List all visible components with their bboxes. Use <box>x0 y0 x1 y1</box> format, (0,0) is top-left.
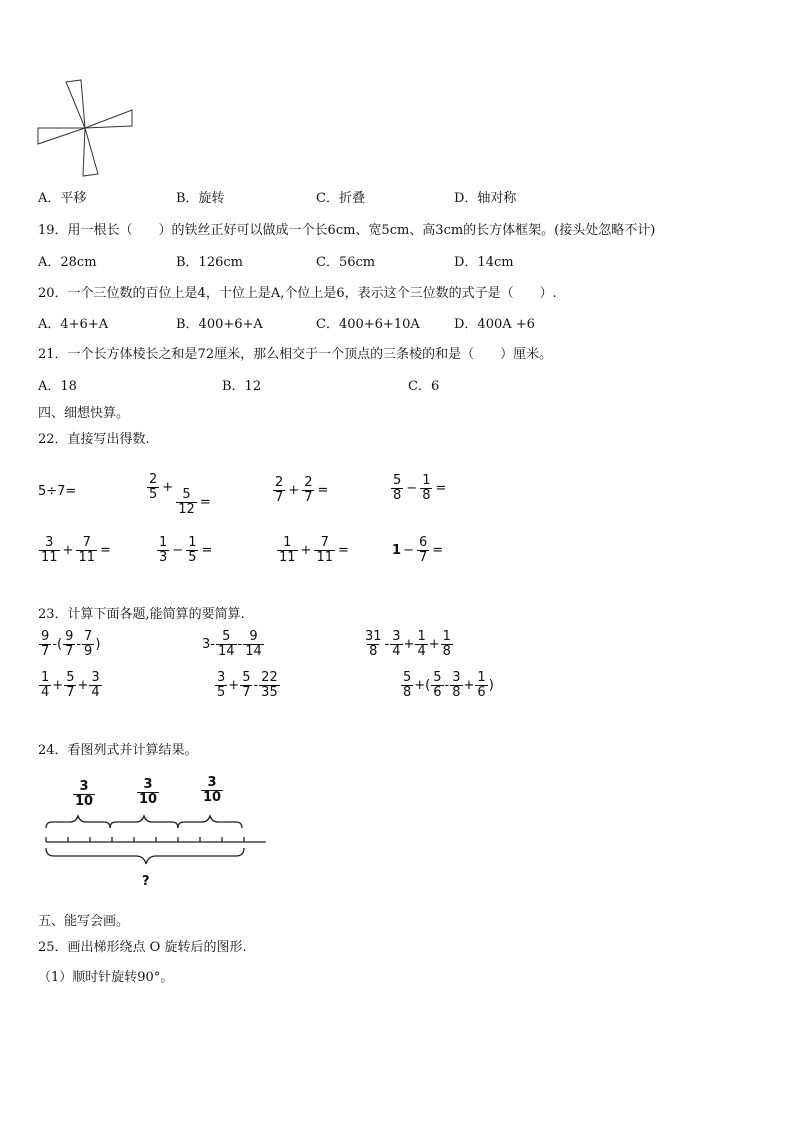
q18-option-b: B．旋转 <box>176 191 225 206</box>
q19-option-a: A．28cm <box>38 255 97 270</box>
q19-text: 19．用一根长（ ）的铁丝正好可以做成一个长6cm、宽5cm、高3cm的长方体框架。(接头处忽略不计) <box>38 223 656 238</box>
q23-text: 23．计算下面各题,能简算的要简算. <box>38 607 245 622</box>
q19-option-d: D．14cm <box>454 255 514 270</box>
fraction: $\frac{5}{6}$ <box>433 670 442 700</box>
q21-text: 21．一个长方体棱长之和是72厘米，那么相交于一个顶点的三条棱的和是（ ）厘米。 <box>38 347 553 362</box>
q22-expr-2: $\frac{2}{5}$ + $\frac{5}{12}$ = <box>149 472 211 517</box>
q22-expr-1-text: 5÷7= <box>38 484 77 499</box>
fraction: $\frac{5}{8}$ <box>393 473 402 503</box>
fraction: $\frac{3}{10}$ <box>75 779 94 809</box>
fraction: $\frac{1}{3}$ <box>159 535 168 565</box>
fraction: $\frac{5}{7}$ <box>242 670 251 700</box>
q23-expr-2: 3- $\frac{5}{14}$ - $\frac{9}{14}$ <box>202 629 262 659</box>
fraction: $\frac{9}{14}$ <box>245 629 262 659</box>
fraction: $\frac{5}{14}$ <box>217 629 235 659</box>
fraction: $\frac{3}{11}$ <box>41 535 58 565</box>
q18-option-c: C．折叠 <box>316 191 365 206</box>
section-4-heading: 四、细想快算。 <box>38 406 130 421</box>
q20-option-a: A．4+6+A <box>38 317 109 332</box>
q21-option-c: C．6 <box>408 379 440 394</box>
q23-expr-4: $\frac{1}{4}$ + $\frac{5}{7}$ + $\frac{3}{4}$ <box>41 670 100 700</box>
fraction: $\frac{3}{10}$ <box>203 775 222 805</box>
q20-option-d: D．400A +6 <box>454 317 535 332</box>
q19-option-b: B．126cm <box>176 255 243 270</box>
unknown-total-label: ? <box>142 874 150 889</box>
fraction: $\frac{7}{11}$ <box>78 535 95 565</box>
q22-expr-4: $\frac{5}{8}$ − $\frac{1}{8}$ = <box>393 473 447 503</box>
fraction: $\frac{1}{4}$ <box>417 629 426 659</box>
q22-expr-7: $\frac{1}{11}$ + $\frac{7}{11}$ = <box>279 535 349 565</box>
fraction: $\frac{9}{7}$ <box>65 629 74 659</box>
fraction: $\frac{6}{7}$ <box>418 535 428 565</box>
segment-label-3 <box>200 776 224 804</box>
fraction: $\frac{3}{4}$ <box>392 629 401 659</box>
q23-expr-6: $\frac{5}{8}$ +( $\frac{5}{6}$ - $\frac{3}{8}$ + $\frac{1}{6}$ ) <box>403 670 494 700</box>
fraction: $\frac{1}{4}$ <box>41 670 50 700</box>
q20-text: 20．一个三位数的百位上是4，十位上是A,个位上是6，表示这个三位数的式子是（ ）. <box>38 286 557 301</box>
q22-expr-8: 1 − $\frac{6}{7}$ = <box>392 535 444 565</box>
fraction: $\frac{1}{11}$ <box>279 535 296 565</box>
q21-option-a: A．18 <box>38 379 77 394</box>
fraction: $\frac{3}{10}$ <box>139 777 158 807</box>
q22-expr-6: $\frac{1}{3}$ − $\frac{1}{5}$ = <box>159 535 213 565</box>
q25-sub1: （1）顺时针旋转90°。 <box>38 970 174 985</box>
fraction: $\frac{3}{8}$ <box>452 670 461 700</box>
fraction: $\frac{1}{8}$ <box>422 473 431 503</box>
q22-expr-1 <box>38 484 76 499</box>
q23-expr-1: $\frac{9}{7}$ - ( $\frac{9}{7}$ - $\frac{7}{9}$ ) <box>41 629 101 659</box>
fraction: $\frac{5}{8}$ <box>403 670 412 700</box>
fraction: $\frac{9}{7}$ <box>41 629 50 659</box>
q22-expr-5: $\frac{3}{11}$ + $\frac{7}{11}$ = <box>41 535 111 565</box>
fraction: $\frac{1}{6}$ <box>477 670 486 700</box>
segment-label-2 <box>136 778 160 806</box>
fraction: $\frac{3}{4}$ <box>91 670 100 700</box>
q18-option-a: A．平移 <box>38 191 87 206</box>
fraction: $\frac{2}{7}$ <box>275 475 284 505</box>
fraction: $\frac{1}{8}$ <box>442 629 451 659</box>
q23-expr-5: $\frac{3}{5}$ + $\frac{5}{7}$ - $\frac{22}{35}$ <box>217 670 278 700</box>
fraction: $\frac{22}{35}$ <box>261 670 278 700</box>
q19-option-c: C．56cm <box>316 255 376 270</box>
q20-option-b: B．400+6+A <box>176 317 263 332</box>
fraction: $\frac{5}{12}$ <box>178 487 195 517</box>
fraction: $\frac{1}{5}$ <box>188 535 197 565</box>
fraction: $\frac{2}{7}$ <box>304 475 313 505</box>
q18-option-d: D．轴对称 <box>454 191 517 206</box>
segment-label-1 <box>72 780 96 808</box>
section-5-heading: 五、能写会画。 <box>38 914 130 929</box>
q25-text: 25．画出梯形绕点 O 旋转后的图形. <box>38 940 247 955</box>
fraction: $\frac{7}{9}$ <box>84 629 93 659</box>
fraction: $\frac{7}{11}$ <box>316 535 333 565</box>
q22-expr-3: $\frac{2}{7}$ + $\frac{2}{7}$ = <box>275 475 329 505</box>
q22-text: 22．直接写出得数. <box>38 432 150 447</box>
segment-diagram <box>38 814 270 878</box>
fraction: $\frac{3}{5}$ <box>217 670 226 700</box>
q21-option-b: B．12 <box>222 379 262 394</box>
fraction: $\frac{31}{8}$ <box>365 629 382 659</box>
q23-expr-3: $\frac{31}{8}$ - $\frac{3}{4}$ + $\frac{1}{4}$ + $\frac{1}{8}$ <box>365 629 451 659</box>
fraction: $\frac{5}{7}$ <box>66 670 75 700</box>
q24-text: 24．看图列式并计算结果。 <box>38 743 198 758</box>
q20-option-c: C．400+6+10A <box>316 317 420 332</box>
pinwheel-figure <box>34 78 138 178</box>
fraction: $\frac{2}{5}$ <box>149 472 158 502</box>
